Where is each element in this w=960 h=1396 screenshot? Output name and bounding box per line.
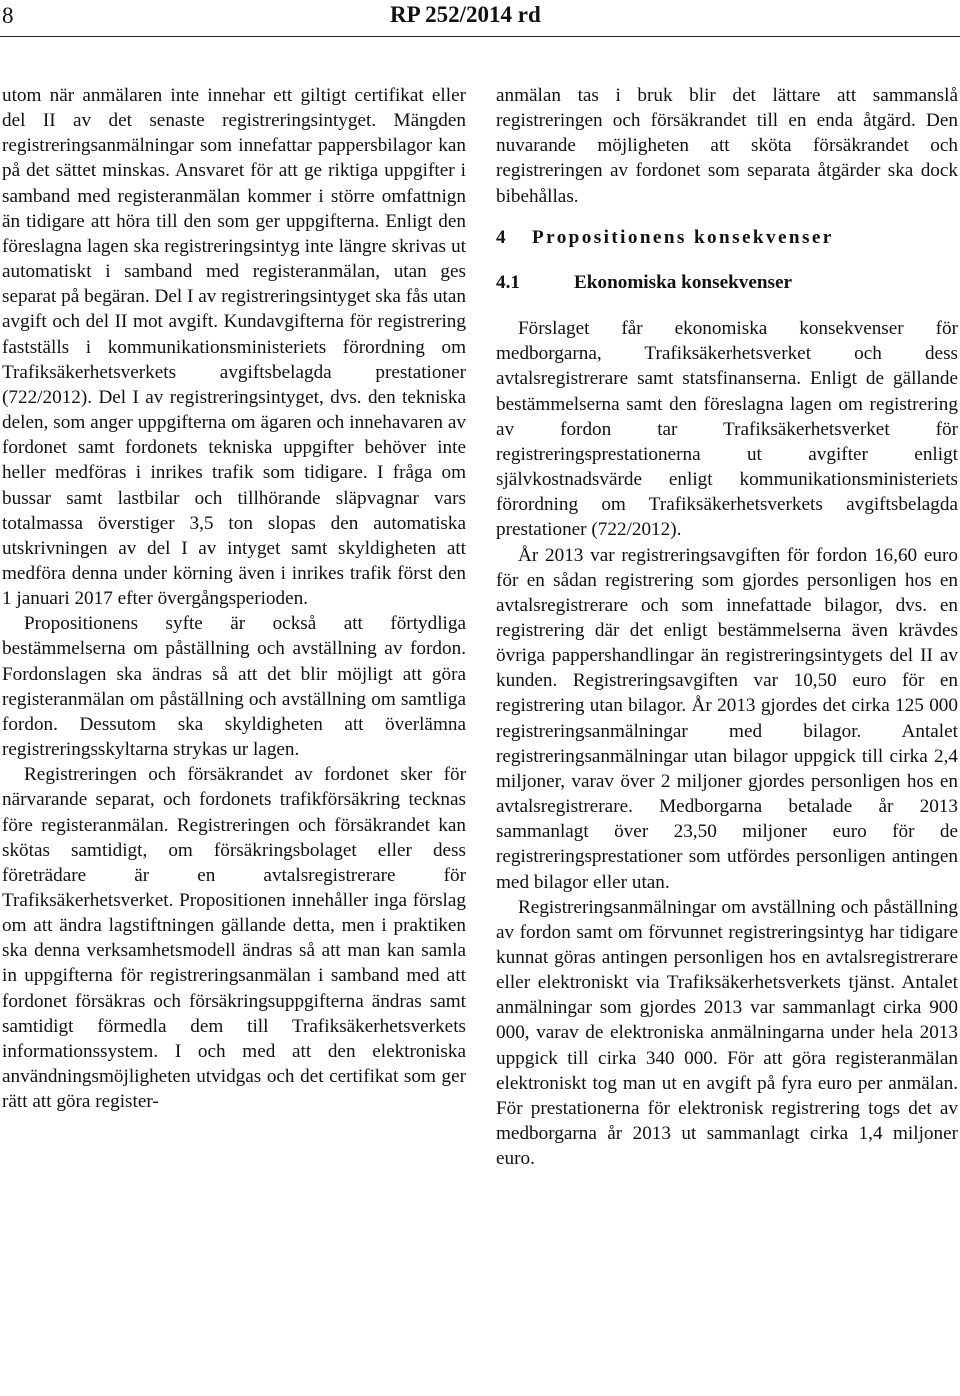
header-rule xyxy=(0,36,960,37)
paragraph: Registreringsanmälningar om avställning och påställning av fordon samt om förvunnet registreringsintyg har tidigare kunnat göras antingen personligen hos en avtalsregistrerare eller elektroniskt via Trafiksäkerhetsverkets tjänst. Antalet anmälningar som gjordes 2013 var sammanlagt cirka 900 000, varav de elektroniska anmälningarna under hela 2013 uppgick till cirka 340 000. För att göra registeranmälan elektroniskt tog man ut en avgift på fyra euro per anmälan. För prestationerna för elektronisk registrering togs det av medborgarna år 2013 ut sammanlagt cirka 1,4 miljoner euro. xyxy=(496,896,958,1170)
section-heading xyxy=(496,225,958,250)
subsection-title: Ekonomiska konsekvenser xyxy=(574,271,793,293)
right-column xyxy=(496,83,958,1171)
page-header xyxy=(0,0,960,40)
section-number: 4 xyxy=(496,226,506,248)
paragraph: anmälan tas i bruk blir det lättare att sammanslå registreringen och försäkrandet till en enda åtgärd. Den nuvarande möjligheten att sköta försäkrandet och registreringen av fordonet som separata åtgärder ska dock bibehållas. xyxy=(496,85,958,207)
paragraph: År 2013 var registreringsavgiften för fordon 16,60 euro för en sådan registrering som gjordes personligen hos en avtalsregistrerare och som innefattade bilagor, dvs. en registrering där det enligt bestämmelserna även krävdes övriga pappershandlingar än registreringsintygets del II av kunden. Registreringsavgiften var 10,50 euro för en registrering utan bilagor. År 2013 gjordes det cirka 125 000 registreringsanmälningar med bilagor. Antalet registreringsanmälningar utan bilagor uppgick till cirka 2,4 miljoner, varav över 2 miljoner gjordes personligen hos en avtalsregistrerare. Medborgarna betalade år 2013 sammanlagt över 23,50 miljoner euro för de registreringsprestationer som utfördes personligen antingen med bilagor eller utan. xyxy=(496,544,958,893)
paragraph: Förslaget får ekonomiska konsekvenser för medborgarna, Trafiksäkerhetsverket och dess avtalsregistrerare samt statsfinanserna. Enligt de gällande bestämmelserna samt den föreslagna lagen om registrering av fordon tar Trafiksäkerhetsverket för registreringsprestationerna ut avgifter enligt självkostnadsvärde enligt kommunikationsministeriets förordning om Trafiksäkerhetsverkets avgiftsbelagda prestationer (722/2012). xyxy=(496,318,958,541)
paragraph: utom när anmälaren inte innehar ett giltigt certifikat eller del II av det senaste registreringsintyget. Mängden registreringsanmälningar som innefattar pappersbilagor kan på det sättet minskas. Ansvaret för att ge riktiga uppgifter i samband med registeranmälan kommer i större omfattnign än tidigare att höra till den som ger uppgifterna. Enligt den föreslagna lagen ska registreringsintyg inte längre skrivas ut automatiskt i samband med registeranmälan, utan ges separat på begäran. Del I av registreringsintyget ska fås utan avgift och del II mot avgift. Kundavgifterna för registrering fastställs i kommunikationsministeriets förordning om Trafiksäkerhetsverkets avgiftsbelagda prestationer (722/2012). Del I av registreringsintyget, dvs. den tekniska delen, som anger uppgifterna om ägaren och innehavaren av fordonet samt fordonets tekniska uppgifter behöver inte heller medföras i inrikes trafik som tidigare. I fråga om bussar samt lastbilar och tillhörande släpvagnar vars totalmassa överstiger 3,5 ton slopas den automatiska utskrivningen av del I av intyget samt skyldigheten att medföra denna under körning även i inrikes trafik först den 1 januari 2017 efter övergångsperioden. xyxy=(2,85,466,610)
running-head: RP 252/2014 rd xyxy=(390,2,541,27)
paragraph: Registreringen och försäkrandet av fordonet sker för närvarande separat, och fordonets trafikförsäkring tecknas före registeranmälan. Registreringen och försäkrandet kan skötas samtidigt, om försäkringsbolaget eller dess företrädare är en avtalsregistrerare för Trafiksäkerhetsverket. Propositionen innehåller inga förslag om att ändra lagstiftningen gällande detta, men i praktiken ska denna verksamhetsmodell ändras så att man kan samla in uppgifterna för registreringsanmälan i samband med att fordonet försäkras och försäkringsuppgifterna ändras samt samtidigt förmedla dem till Trafiksäkerhetsverkets informationssystem. I och med att den elektroniska användningsmöjligheten utvidgas och det certifikat som ger rätt att göra register- xyxy=(2,764,466,1113)
left-column xyxy=(2,83,466,1114)
section-title: Propositionens konsekvenser xyxy=(532,226,834,248)
page-number: 8 xyxy=(2,3,14,28)
subsection-number: 4.1 xyxy=(496,271,520,293)
subsection-heading xyxy=(496,270,958,295)
paragraph: Propositionens syfte är också att förtydliga bestämmelserna om påställning och avställning av fordon. Fordonslagen ska ändras så att det blir möjligt att göra registeranmälan om påställning och avställning om samtliga fordon. Dessutom ska skyldigheten att överlämna registreringsskyltarna strykas ur lagen. xyxy=(2,613,466,761)
